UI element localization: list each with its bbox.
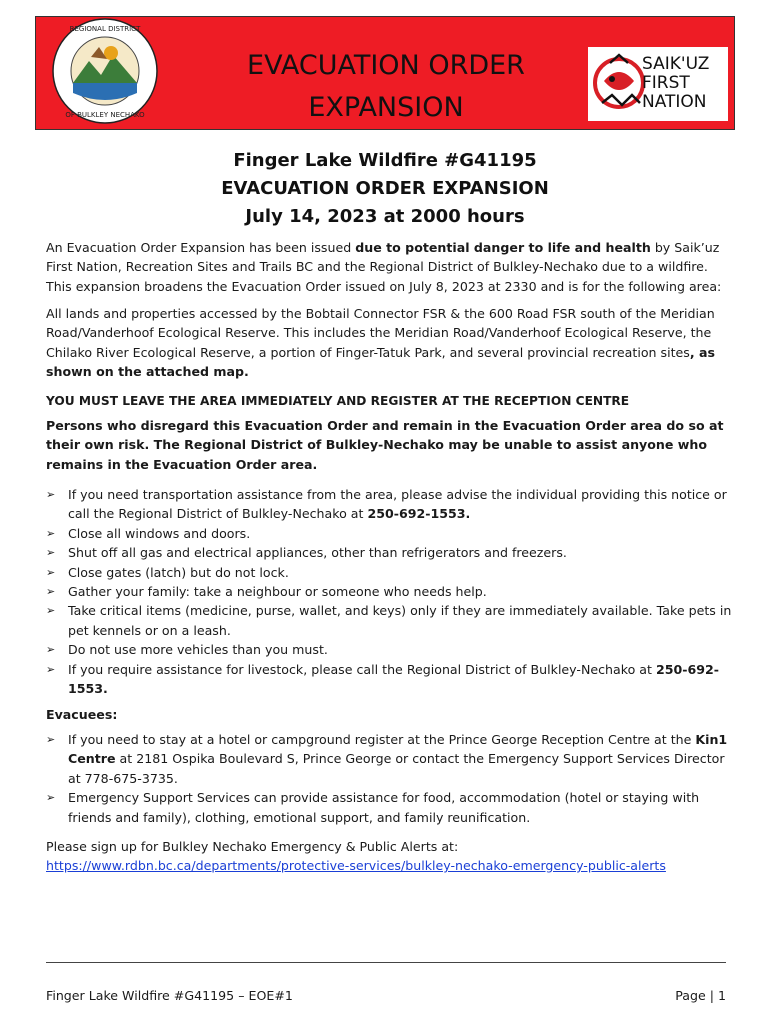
signup-text: Please sign up for Bulkley Nechako Emergency & Public Alerts at: bbox=[46, 839, 459, 854]
instruction-text: Shut off all gas and electrical appliances, other than refrigerators and freezers. bbox=[68, 545, 567, 561]
footer-document-id: Finger Lake Wildfire #G41195 – EOE#1 bbox=[46, 988, 293, 1003]
arrow-bullet-icon: ➢ bbox=[46, 526, 56, 540]
arrow-bullet-icon: ➢ bbox=[46, 791, 56, 805]
banner-title-line1: EVACUATION ORDER bbox=[247, 50, 525, 81]
instruction-text: Do not use more vehicles than you must. bbox=[68, 642, 328, 658]
phone-number: 250-692-1553. bbox=[367, 506, 471, 522]
salmon-emblem-icon bbox=[592, 51, 646, 117]
evacuee-item bbox=[46, 730, 736, 788]
instruction-item bbox=[46, 524, 736, 543]
order-type: EVACUATION ORDER EXPANSION bbox=[221, 178, 549, 199]
evacuees-heading: Evacuees: bbox=[46, 707, 118, 722]
alerts-link[interactable]: https://www.rdbn.bc.ca/departments/protective-services/bulkley-nechako-emergency-public-alerts bbox=[46, 858, 666, 873]
logo-text-line3: NATION bbox=[642, 92, 707, 112]
instruction-item bbox=[46, 485, 736, 524]
evacuees-list bbox=[46, 730, 736, 827]
signup-link-wrap bbox=[46, 856, 736, 875]
evacuee-text: If you need to stay at a hotel or campground register at the Prince George Reception Centre at the bbox=[68, 732, 696, 747]
banner bbox=[35, 16, 735, 130]
arrow-bullet-icon: ➢ bbox=[46, 585, 56, 599]
instruction-item bbox=[46, 601, 736, 640]
intro-paragraph bbox=[46, 238, 736, 296]
instruction-text: If you need transportation assistance from the area, please advise the individual providing this notice or call the Regional District of Bulkley-Nechako at bbox=[68, 487, 727, 522]
saikuz-first-nation-logo bbox=[588, 47, 728, 121]
arrow-bullet-icon: ➢ bbox=[46, 565, 56, 579]
warning-text: Persons who disregard this Evacuation Order and remain in the Evacuation Order area do so at their own risk. The Regional District of Bulkley-Nechako may be unable to assist anyone who remains in the Evacuation Order area. bbox=[46, 418, 724, 472]
instruction-item bbox=[46, 640, 736, 659]
evacuee-text: at 2181 Ospika Boulevard S, Prince George or contact the Emergency Support Services Director at 778-675-3735. bbox=[68, 751, 725, 786]
arrow-bullet-icon: ➢ bbox=[46, 604, 56, 618]
instruction-text: Take critical items (medicine, purse, wallet, and keys) only if they are immediately available. Take pets in pet kennels or on a leash. bbox=[68, 603, 732, 638]
footer-page-number: Page | 1 bbox=[675, 988, 726, 1003]
instruction-text: Close gates (latch) but do not lock. bbox=[68, 564, 289, 580]
logo-text bbox=[642, 55, 730, 112]
instruction-text: Gather your family: take a neighbour or someone who needs help. bbox=[68, 584, 487, 600]
warning-heading: YOU MUST LEAVE THE AREA IMMEDIATELY AND REGISTER AT THE RECEPTION CENTRE bbox=[46, 394, 630, 408]
regional-district-seal bbox=[51, 17, 159, 125]
arrow-bullet-icon: ➢ bbox=[46, 662, 56, 676]
instruction-item bbox=[46, 543, 736, 562]
svg-text:OF BULKLEY NECHAKO: OF BULKLEY NECHAKO bbox=[65, 111, 145, 119]
logo-text-line2: FIRST bbox=[642, 73, 690, 93]
instruction-item bbox=[46, 660, 736, 699]
intro-text: An Evacuation Order Expansion has been issued bbox=[46, 240, 356, 255]
intro-emphasis: due to potential danger to life and health bbox=[355, 240, 651, 255]
arrow-bullet-icon: ➢ bbox=[46, 643, 56, 657]
arrow-bullet-icon: ➢ bbox=[46, 546, 56, 560]
footer-divider bbox=[46, 962, 726, 963]
phone-number: 250-692-1553. bbox=[68, 661, 719, 697]
map-reference: , as shown on the attached map. bbox=[46, 344, 715, 380]
instruction-text: Close all windows and doors. bbox=[68, 525, 251, 541]
banner-title bbox=[206, 45, 566, 129]
arrow-bullet-icon: ➢ bbox=[46, 733, 56, 746]
intro-text-cont: by Saik’uz First Nation, Recreation Sites and Trails BC and the Regional District of Bulkley-Nechako due to a wildfire. This expansion broadens the Evacuation Order issued on July 8, 2023 at 2330 and is for the following area: bbox=[46, 240, 722, 294]
instruction-item bbox=[46, 563, 736, 582]
evacuee-item bbox=[46, 788, 736, 827]
evacuee-text: Emergency Support Services can provide assistance for food, accommodation (hotel or staying with friends and family), clothing, emotional support, and family reunification. bbox=[68, 790, 700, 825]
area-text: All lands and properties accessed by the Bobtail Connector FSR & the 600 Road FSR south of the Meridian Road/Vanderhoof Ecological Reserve. This includes the Meridian Road/Vanderhoof Ecological Reserve, the Chilako River Ecological Reserve, a portion of Finger-Tatuk Park, and several provincial recreation sites bbox=[46, 306, 715, 360]
wildfire-name: Finger Lake Wildfire #G41195 bbox=[233, 150, 537, 171]
reception-centre-name: Kin1 Centre bbox=[68, 732, 728, 767]
area-description bbox=[46, 304, 736, 382]
banner-title-line2: EXPANSION bbox=[308, 92, 464, 123]
svg-text:REGIONAL DISTRICT: REGIONAL DISTRICT bbox=[69, 25, 141, 33]
instruction-text: If you require assistance for livestock, please call the Regional District of Bulkley-Nechako at bbox=[68, 661, 656, 677]
arrow-bullet-icon: ➢ bbox=[46, 488, 56, 501]
instruction-item bbox=[46, 582, 736, 601]
logo-text-line1: SAIK'UZ bbox=[642, 54, 710, 74]
order-datetime: July 14, 2023 at 2000 hours bbox=[245, 206, 525, 227]
instructions-list bbox=[46, 485, 736, 698]
